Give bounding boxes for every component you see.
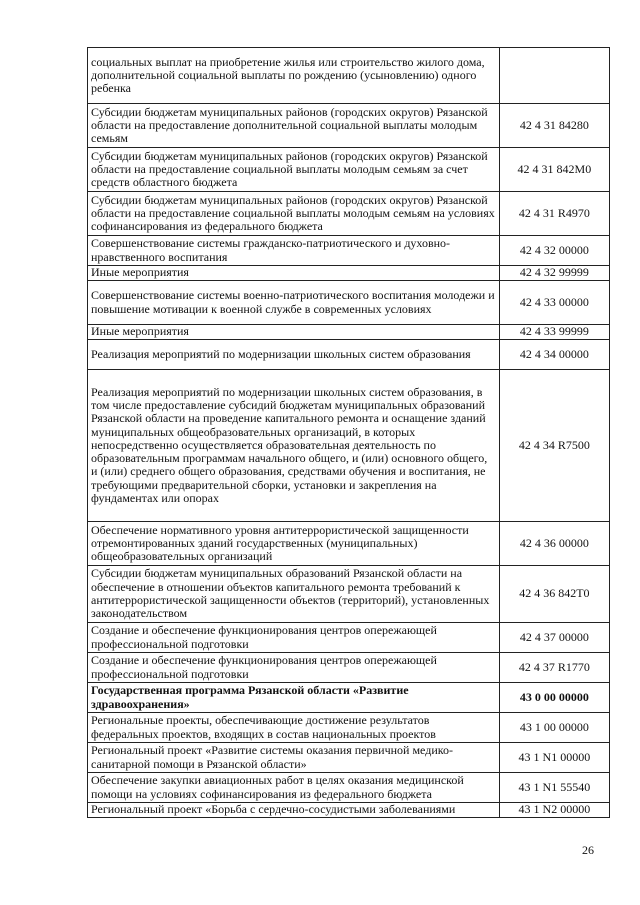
row-name: Государственная программа Рязанской области «Развитие здравоохранения»	[88, 683, 500, 713]
table-row	[88, 743, 610, 773]
table-row	[88, 653, 610, 683]
table-row	[88, 266, 610, 281]
row-name: Региональный проект «Развитие системы оказания первичной медико-санитарной помощи в Рязанской области»	[88, 743, 500, 773]
row-code: 43 0 00 00000	[499, 683, 609, 713]
row-name: Совершенствование системы гражданско-патриотического и духовно-нравственного воспитания	[88, 236, 500, 266]
row-code: 42 4 34 00000	[499, 340, 609, 370]
table-row	[88, 148, 610, 192]
row-name: Субсидии бюджетам муниципальных районов (городских округов) Рязанской области на предоставление социальной выплаты молодым семьям на условиях софинансирования из федерального бюджета	[88, 192, 500, 236]
row-code: 43 1 N2 00000	[499, 803, 609, 818]
table-row	[88, 48, 610, 104]
row-code: 42 4 37 00000	[499, 623, 609, 653]
table-row	[88, 281, 610, 325]
row-code: 42 4 33 00000	[499, 281, 609, 325]
row-name: Региональный проект «Борьба с сердечно-сосудистыми заболеваниями	[88, 803, 500, 818]
row-name: Создание и обеспечение функционирования центров опережающей профессиональной подготовки	[88, 653, 500, 683]
row-code: 42 4 36 00000	[499, 522, 609, 566]
table-row	[88, 803, 610, 818]
row-code: 42 4 31 84280	[499, 104, 609, 148]
table-row	[88, 192, 610, 236]
row-name: Совершенствование системы военно-патриотического воспитания молодежи и повышение мотивации к военной службе в современных условиях	[88, 281, 500, 325]
row-name: Субсидии бюджетам муниципальных образований Рязанской области на обеспечение в отношении объектов капитального ремонта требований к антитеррористической защищенности объектов (территорий), установленных законодательством	[88, 566, 500, 623]
table-row	[88, 773, 610, 803]
row-name: Иные мероприятия	[88, 325, 500, 340]
row-code: 42 4 33 99999	[499, 325, 609, 340]
table-row	[88, 522, 610, 566]
table-row	[88, 713, 610, 743]
row-code: 42 4 36 842Т0	[499, 566, 609, 623]
row-code: 43 1 N1 55540	[499, 773, 609, 803]
row-code: 43 1 00 00000	[499, 713, 609, 743]
page-number: 26	[582, 843, 594, 857]
row-name: Реализация мероприятий по модернизации школьных систем образования, в том числе предоставление субсидий бюджетам муниципальных образований Рязанской области на проведение капитального ремонта и оснащение зданий муниципальных общеобразовательных организаций, в которых непосредственно осуществляется образовательная деятельность по образовательным программам начального общего, и (или) основного общего, и (или) среднего общего образования, средствами обучения и воспитания, не требующими предварительной сборки, установки и закрепления на фундаментах или опорах	[88, 370, 500, 522]
table-row	[88, 566, 610, 623]
row-code: 42 4 32 99999	[499, 266, 609, 281]
row-name: Обеспечение нормативного уровня антитеррористической защищенности отремонтированных зданий государственных (муниципальных) общеобразовательных организаций	[88, 522, 500, 566]
table-row	[88, 340, 610, 370]
table-row	[88, 104, 610, 148]
row-code: 42 4 31 R4970	[499, 192, 609, 236]
table-row	[88, 325, 610, 340]
row-code: 42 4 34 R7500	[499, 370, 609, 522]
row-code: 43 1 N1 00000	[499, 743, 609, 773]
budget-classification-table	[87, 47, 610, 818]
row-code: 42 4 32 00000	[499, 236, 609, 266]
table-row	[88, 370, 610, 522]
row-code	[499, 48, 609, 104]
row-name: Субсидии бюджетам муниципальных районов (городских округов) Рязанской области на предоставление дополнительной социальной выплаты молодым семьям	[88, 104, 500, 148]
row-code: 42 4 31 842М0	[499, 148, 609, 192]
table-row	[88, 683, 610, 713]
row-name: Иные мероприятия	[88, 266, 500, 281]
row-code: 42 4 37 R1770	[499, 653, 609, 683]
row-name: Субсидии бюджетам муниципальных районов (городских округов) Рязанской области на предоставление социальной выплаты молодым семьям за счет средств областного бюджета	[88, 148, 500, 192]
row-name: Обеспечение закупки авиационных работ в целях оказания медицинской помощи на условиях софинансирования из федерального бюджета	[88, 773, 500, 803]
row-name: социальных выплат на приобретение жилья или строительство жилого дома, дополнительной социальной выплаты по рождению (усыновлению) одного ребенка	[88, 48, 500, 104]
row-name: Региональные проекты, обеспечивающие достижение результатов федеральных проектов, входящих в состав национальных проектов	[88, 713, 500, 743]
row-name: Создание и обеспечение функционирования центров опережающей профессиональной подготовки	[88, 623, 500, 653]
table-row	[88, 623, 610, 653]
table-row	[88, 236, 610, 266]
row-name: Реализация мероприятий по модернизации школьных систем образования	[88, 340, 500, 370]
